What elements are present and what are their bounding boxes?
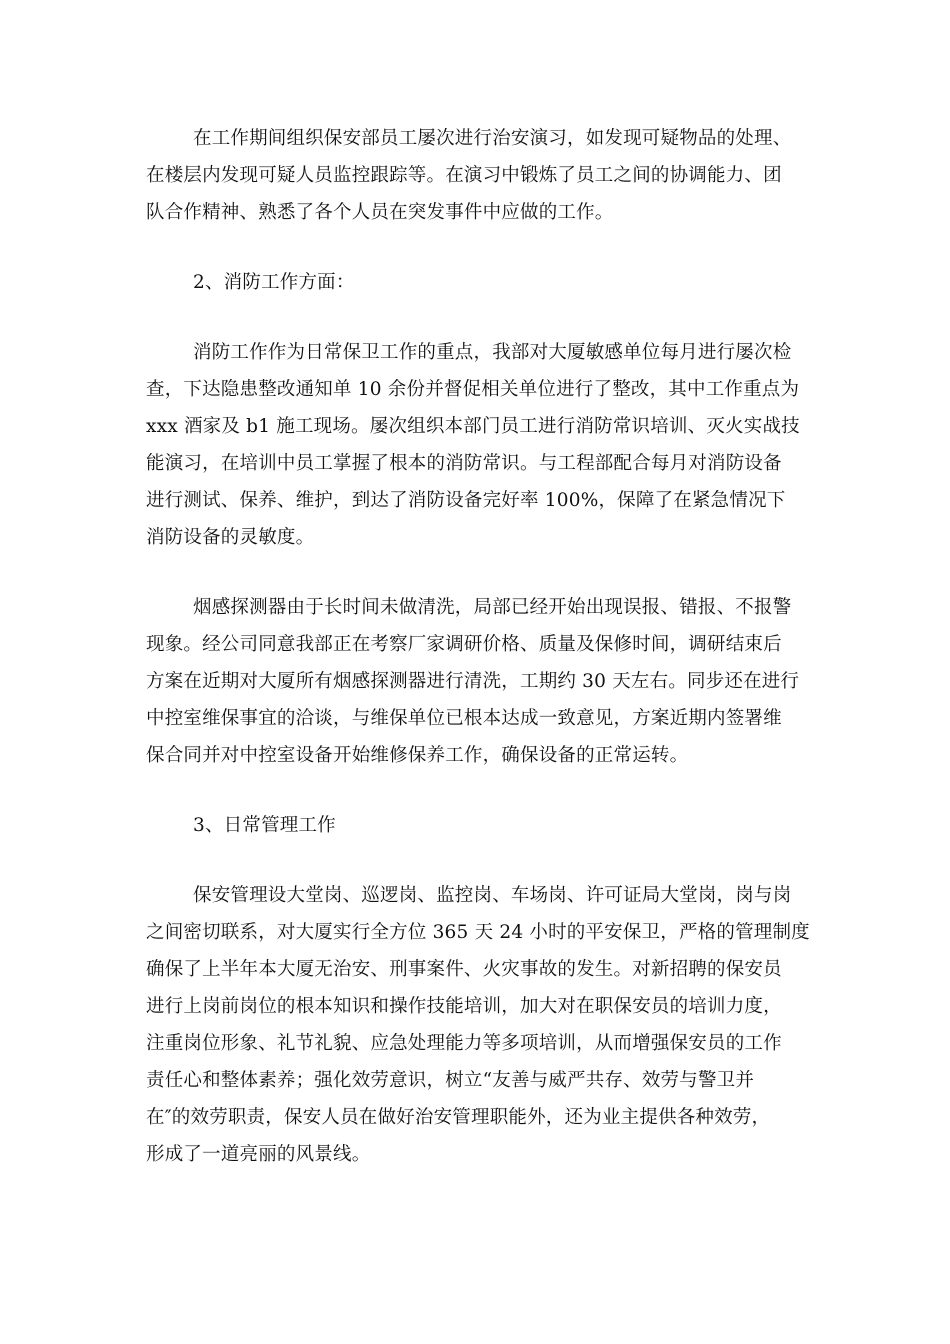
paragraph-line: 查，下达隐患整改通知单 10 余份并督促相关单位进行了整改，其中工作重点为	[146, 379, 800, 400]
paragraph-line: 之间密切联系，对大厦实行全方位 365 天 24 小时的平安保卫，严格的管理制度	[146, 922, 810, 943]
paragraph-line: 责任心和整体素养；强化效劳意识，树立“友善与威严共存、效劳与警卫并	[146, 1070, 755, 1091]
paragraph-line: 在楼层内发现可疑人员监控跟踪等。在演习中锻炼了员工之间的协调能力、团	[146, 165, 782, 186]
paragraph-line: 消防设备的灵敏度。	[146, 527, 315, 548]
paragraph-line: 消防工作作为日常保卫工作的重点，我部对大厦敏感单位每月进行屡次检	[193, 342, 792, 363]
paragraph-line: 进行测试、保养、维护，到达了消防设备完好率 100%，保障了在紧急情况下	[146, 490, 786, 511]
paragraph-line: 形成了一道亮丽的风景线。	[146, 1144, 371, 1165]
paragraph-line: 中控室维保事宜的洽谈，与维保单位已根本达成一致意见，方案近期内签署维	[146, 708, 782, 729]
paragraph-line: 保安管理设大堂岗、巡逻岗、监控岗、车场岗、许可证局大堂岗，岗与岗	[193, 885, 792, 906]
paragraph-line: 在″的效劳职责，保安人员在做好治安管理职能外，还为业主提供各种效劳，	[146, 1107, 771, 1128]
paragraph-line: 现象。经公司同意我部正在考察厂家调研价格、质量及保修时间，调研结束后	[146, 634, 782, 655]
paragraph-line: 进行上岗前岗位的根本知识和操作技能培训，加大对在职保安员的培训力度，	[146, 996, 782, 1017]
paragraph-line: 注重岗位形象、礼节礼貌、应急处理能力等多项培训，从而增强保安员的工作	[146, 1033, 782, 1054]
paragraph-line: xxx 酒家及 b1 施工现场。屡次组织本部门员工进行消防常识培训、灭火实战技	[146, 416, 800, 437]
paragraph-line: 能演习，在培训中员工掌握了根本的消防常识。与工程部配合每月对消防设备	[146, 453, 782, 474]
paragraph-line: 队合作精神、熟悉了各个人员在突发事件中应做的工作。	[146, 202, 614, 223]
paragraph-line: 在工作期间组织保安部员工屡次进行治安演习，如发现可疑物品的处理、	[193, 128, 792, 149]
paragraph-line: 保合同并对中控室设备开始维修保养工作，确保设备的正常运转。	[146, 745, 689, 766]
section-heading-fire: 2、消防工作方面：	[193, 272, 355, 293]
paragraph-line: 确保了上半年本大厦无治安、刑事案件、火灾事故的发生。对新招聘的保安员	[146, 959, 782, 980]
section-heading-daily: 3、日常管理工作	[193, 815, 336, 836]
paragraph-line: 方案在近期对大厦所有烟感探测器进行清洗，工期约 30 天左右。同步还在进行	[146, 671, 800, 692]
paragraph-line: 烟感探测器由于长时间未做清洗，局部已经开始出现误报、错报、不报警	[193, 597, 792, 618]
